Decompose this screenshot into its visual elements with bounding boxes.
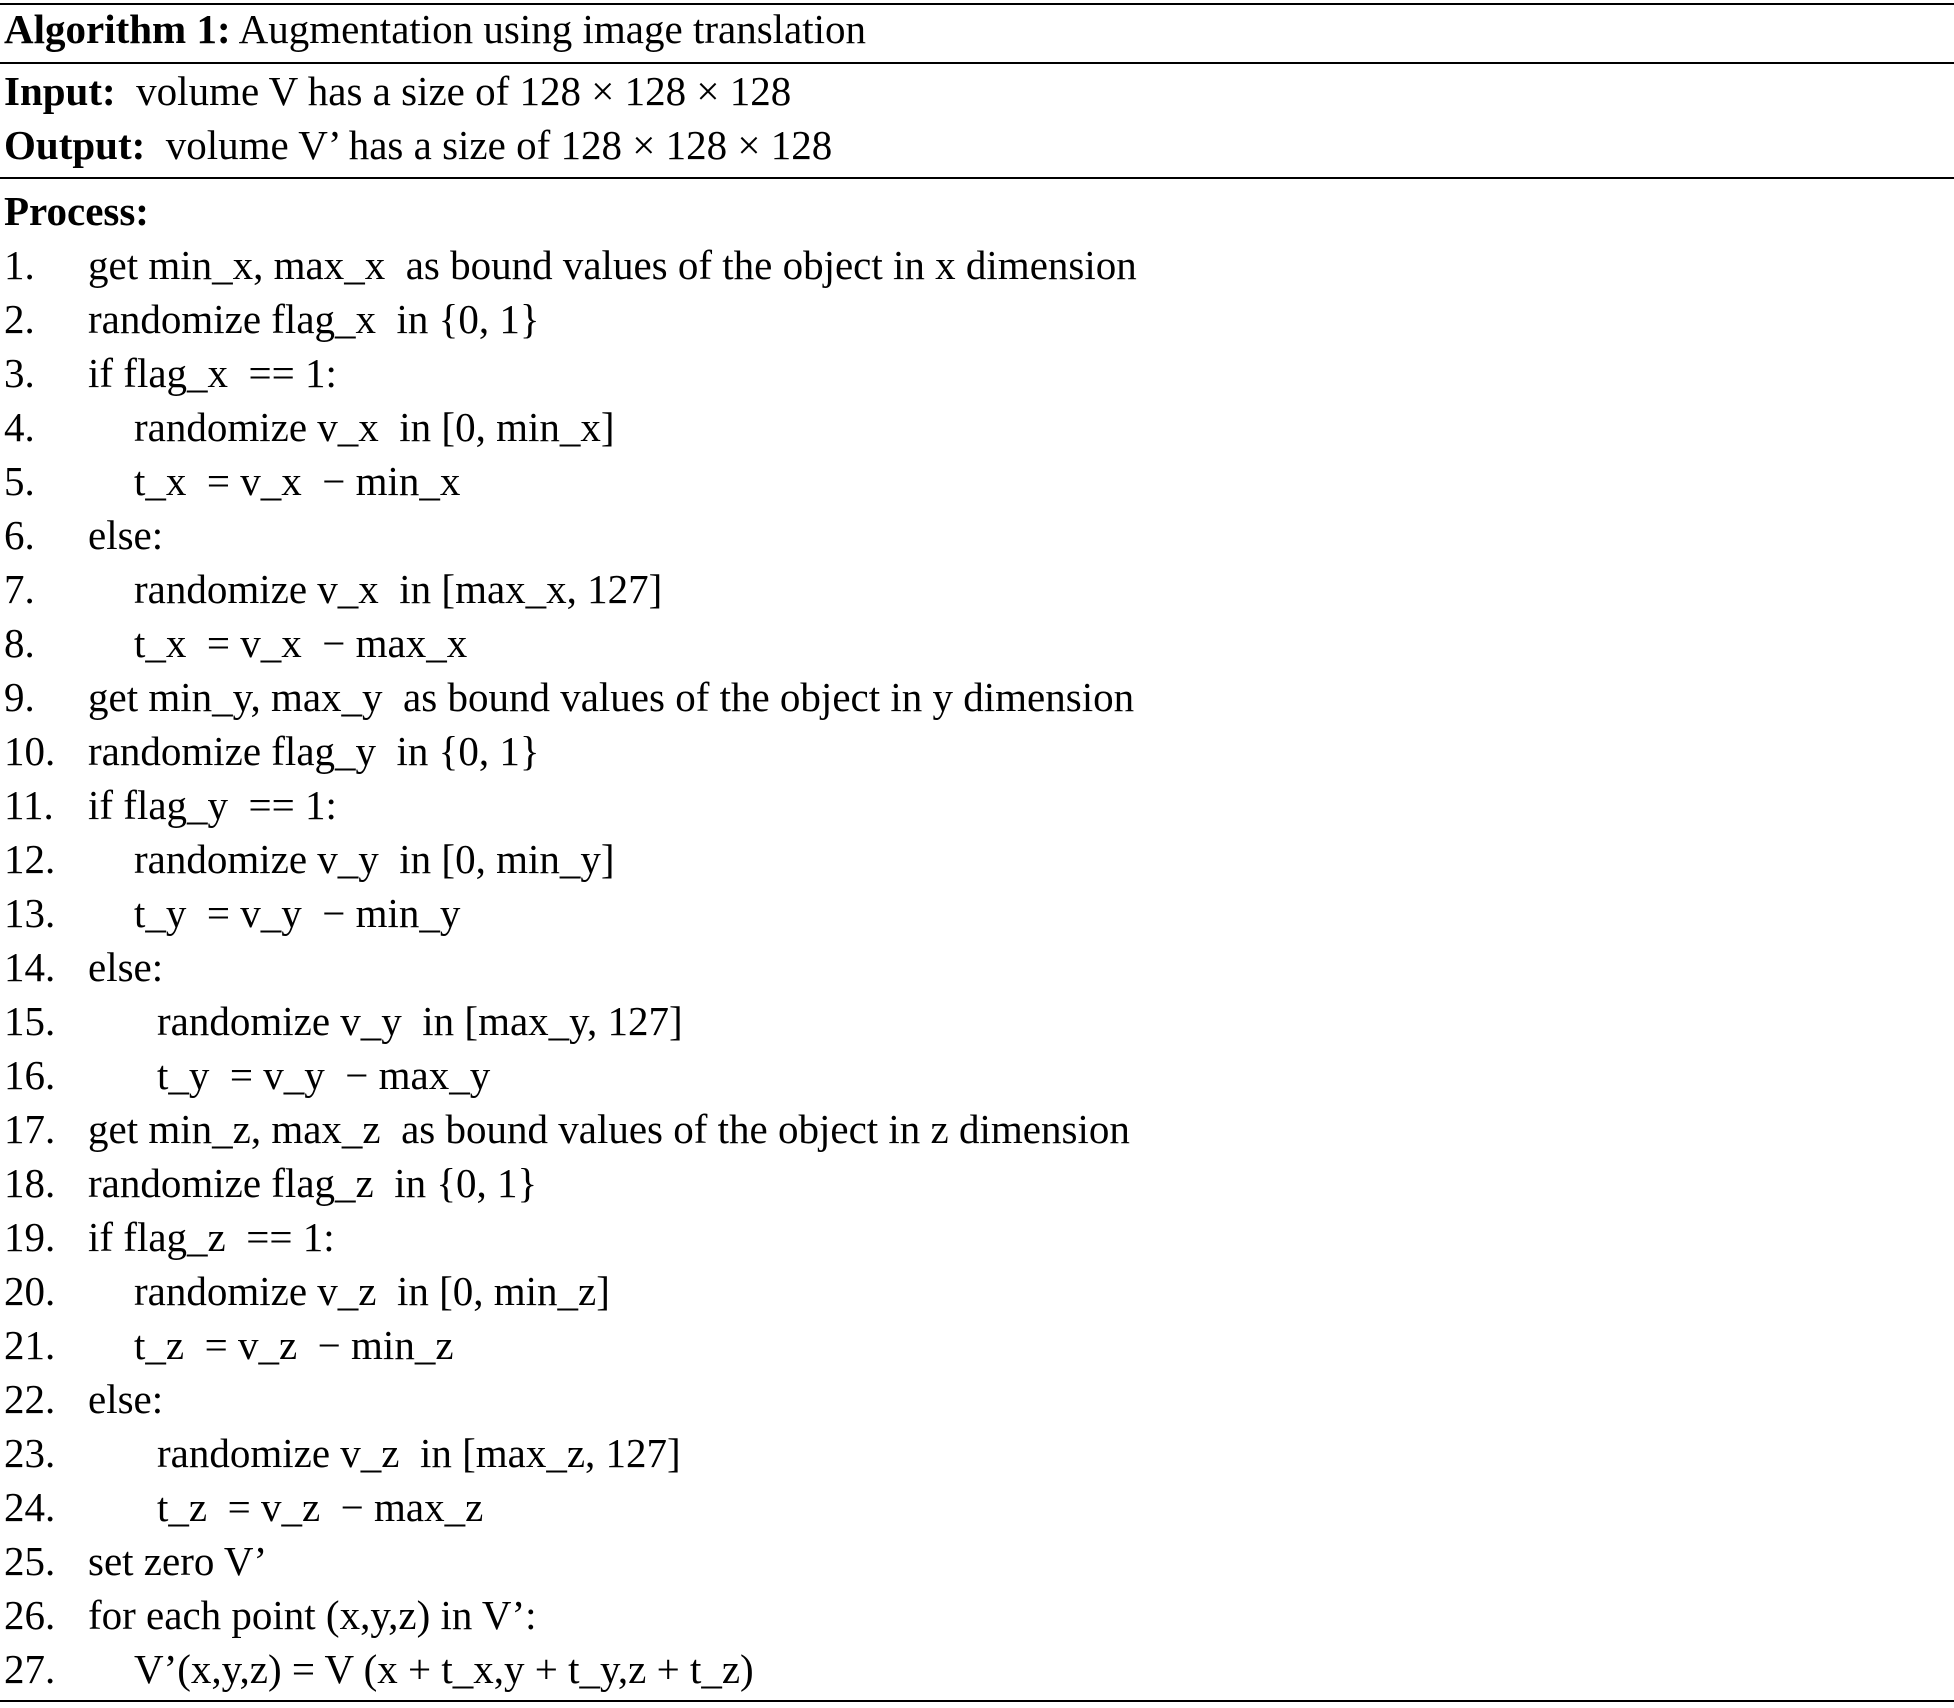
algorithm-step	[4, 1264, 1944, 1318]
step-number: 7.	[4, 566, 35, 612]
step-number: 12.	[4, 836, 56, 882]
algorithm-title: Augmentation using image translation	[238, 6, 867, 52]
algorithm-step	[4, 400, 1944, 454]
step-text: t_x = v_x − max_x	[134, 620, 468, 666]
step-text: if flag_y == 1:	[88, 782, 337, 828]
step-number: 24.	[4, 1484, 56, 1530]
step-text: randomize flag_x in {0, 1}	[88, 296, 540, 342]
step-text: randomize v_y in [max_y, 127]	[157, 998, 683, 1044]
input-label: Input:	[4, 68, 116, 114]
step-number: 26.	[4, 1592, 56, 1638]
step-text: randomize v_y in [0, min_y]	[134, 836, 615, 882]
step-number: 22.	[4, 1376, 56, 1422]
algorithm-step	[4, 1210, 1944, 1264]
step-text: set zero V’	[88, 1538, 268, 1584]
step-text: V’(x,y,z) = V (x + t_x,y + t_y,z + t_z)	[134, 1646, 754, 1692]
step-number: 20.	[4, 1268, 56, 1314]
algorithm-step	[4, 1534, 1944, 1588]
algorithm-step	[4, 1480, 1944, 1534]
step-number: 25.	[4, 1538, 56, 1584]
step-text: get min_z, max_z as bound values of the object in z dimension	[88, 1106, 1130, 1152]
algorithm-label: Algorithm 1:	[4, 6, 231, 52]
step-number: 18.	[4, 1160, 56, 1206]
step-number: 1.	[4, 242, 35, 288]
process-heading	[4, 184, 149, 238]
algorithm-step	[4, 1642, 1944, 1696]
step-number: 10.	[4, 728, 56, 774]
step-number: 6.	[4, 512, 35, 558]
output-line	[4, 118, 832, 172]
step-number: 5.	[4, 458, 35, 504]
step-text: get min_y, max_y as bound values of the object in y dimension	[88, 674, 1135, 720]
algorithm-step	[4, 562, 1944, 616]
step-number: 14.	[4, 944, 56, 990]
step-number: 4.	[4, 404, 35, 450]
algorithm-step	[4, 292, 1944, 346]
step-number: 2.	[4, 296, 35, 342]
step-text: randomize v_z in [0, min_z]	[134, 1268, 610, 1314]
step-number: 15.	[4, 998, 56, 1044]
step-text: t_z = v_z − min_z	[134, 1322, 454, 1368]
step-text: else:	[88, 1376, 164, 1422]
algorithm-caption	[4, 2, 866, 56]
step-number: 8.	[4, 620, 35, 666]
algorithm-step	[4, 886, 1944, 940]
step-text: else:	[88, 944, 164, 990]
step-text: else:	[88, 512, 164, 558]
algorithm-step	[4, 1426, 1944, 1480]
step-number: 13.	[4, 890, 56, 936]
step-text: t_z = v_z − max_z	[157, 1484, 484, 1530]
algorithm-step	[4, 454, 1944, 508]
algorithm-step	[4, 778, 1944, 832]
process-label: Process:	[4, 188, 149, 234]
step-text: randomize flag_z in {0, 1}	[88, 1160, 538, 1206]
algorithm-step	[4, 1156, 1944, 1210]
input-line	[4, 64, 791, 118]
output-text: volume V’ has a size of 128 × 128 × 128	[165, 122, 833, 168]
algorithm-step	[4, 346, 1944, 400]
input-text: volume V has a size of 128 × 128 × 128	[136, 68, 792, 114]
algorithm-step	[4, 994, 1944, 1048]
bottom-rule	[0, 1700, 1954, 1702]
step-number: 16.	[4, 1052, 56, 1098]
step-text: t_y = v_y − max_y	[157, 1052, 491, 1098]
step-text: randomize flag_y in {0, 1}	[88, 728, 540, 774]
step-text: if flag_z == 1:	[88, 1214, 335, 1260]
step-number: 9.	[4, 674, 35, 720]
algorithm-step	[4, 1102, 1944, 1156]
algorithm-step	[4, 616, 1944, 670]
step-text: randomize v_x in [max_x, 127]	[134, 566, 663, 612]
step-number: 19.	[4, 1214, 56, 1260]
step-text: if flag_x == 1:	[88, 350, 337, 396]
algorithm-step	[4, 832, 1944, 886]
algorithm-step	[4, 1318, 1944, 1372]
algorithm-step	[4, 238, 1944, 292]
algorithm-step	[4, 670, 1944, 724]
algorithm-step	[4, 1372, 1944, 1426]
step-text: for each point (x,y,z) in V’:	[88, 1592, 537, 1638]
step-text: get min_x, max_x as bound values of the object in x dimension	[88, 242, 1137, 288]
step-text: t_x = v_x − min_x	[134, 458, 461, 504]
step-number: 17.	[4, 1106, 56, 1152]
algorithm-step	[4, 940, 1944, 994]
algorithm-step	[4, 724, 1944, 778]
step-text: t_y = v_y − min_y	[134, 890, 461, 936]
step-text: randomize v_z in [max_z, 127]	[157, 1430, 681, 1476]
output-label: Output:	[4, 122, 146, 168]
step-number: 27.	[4, 1646, 56, 1692]
algorithm-step	[4, 1048, 1944, 1102]
algorithm-step	[4, 508, 1944, 562]
step-number: 11.	[4, 782, 54, 828]
step-number: 3.	[4, 350, 35, 396]
io-rule	[0, 177, 1954, 179]
step-number: 21.	[4, 1322, 56, 1368]
step-number: 23.	[4, 1430, 56, 1476]
algorithm-step	[4, 1588, 1944, 1642]
step-text: randomize v_x in [0, min_x]	[134, 404, 615, 450]
